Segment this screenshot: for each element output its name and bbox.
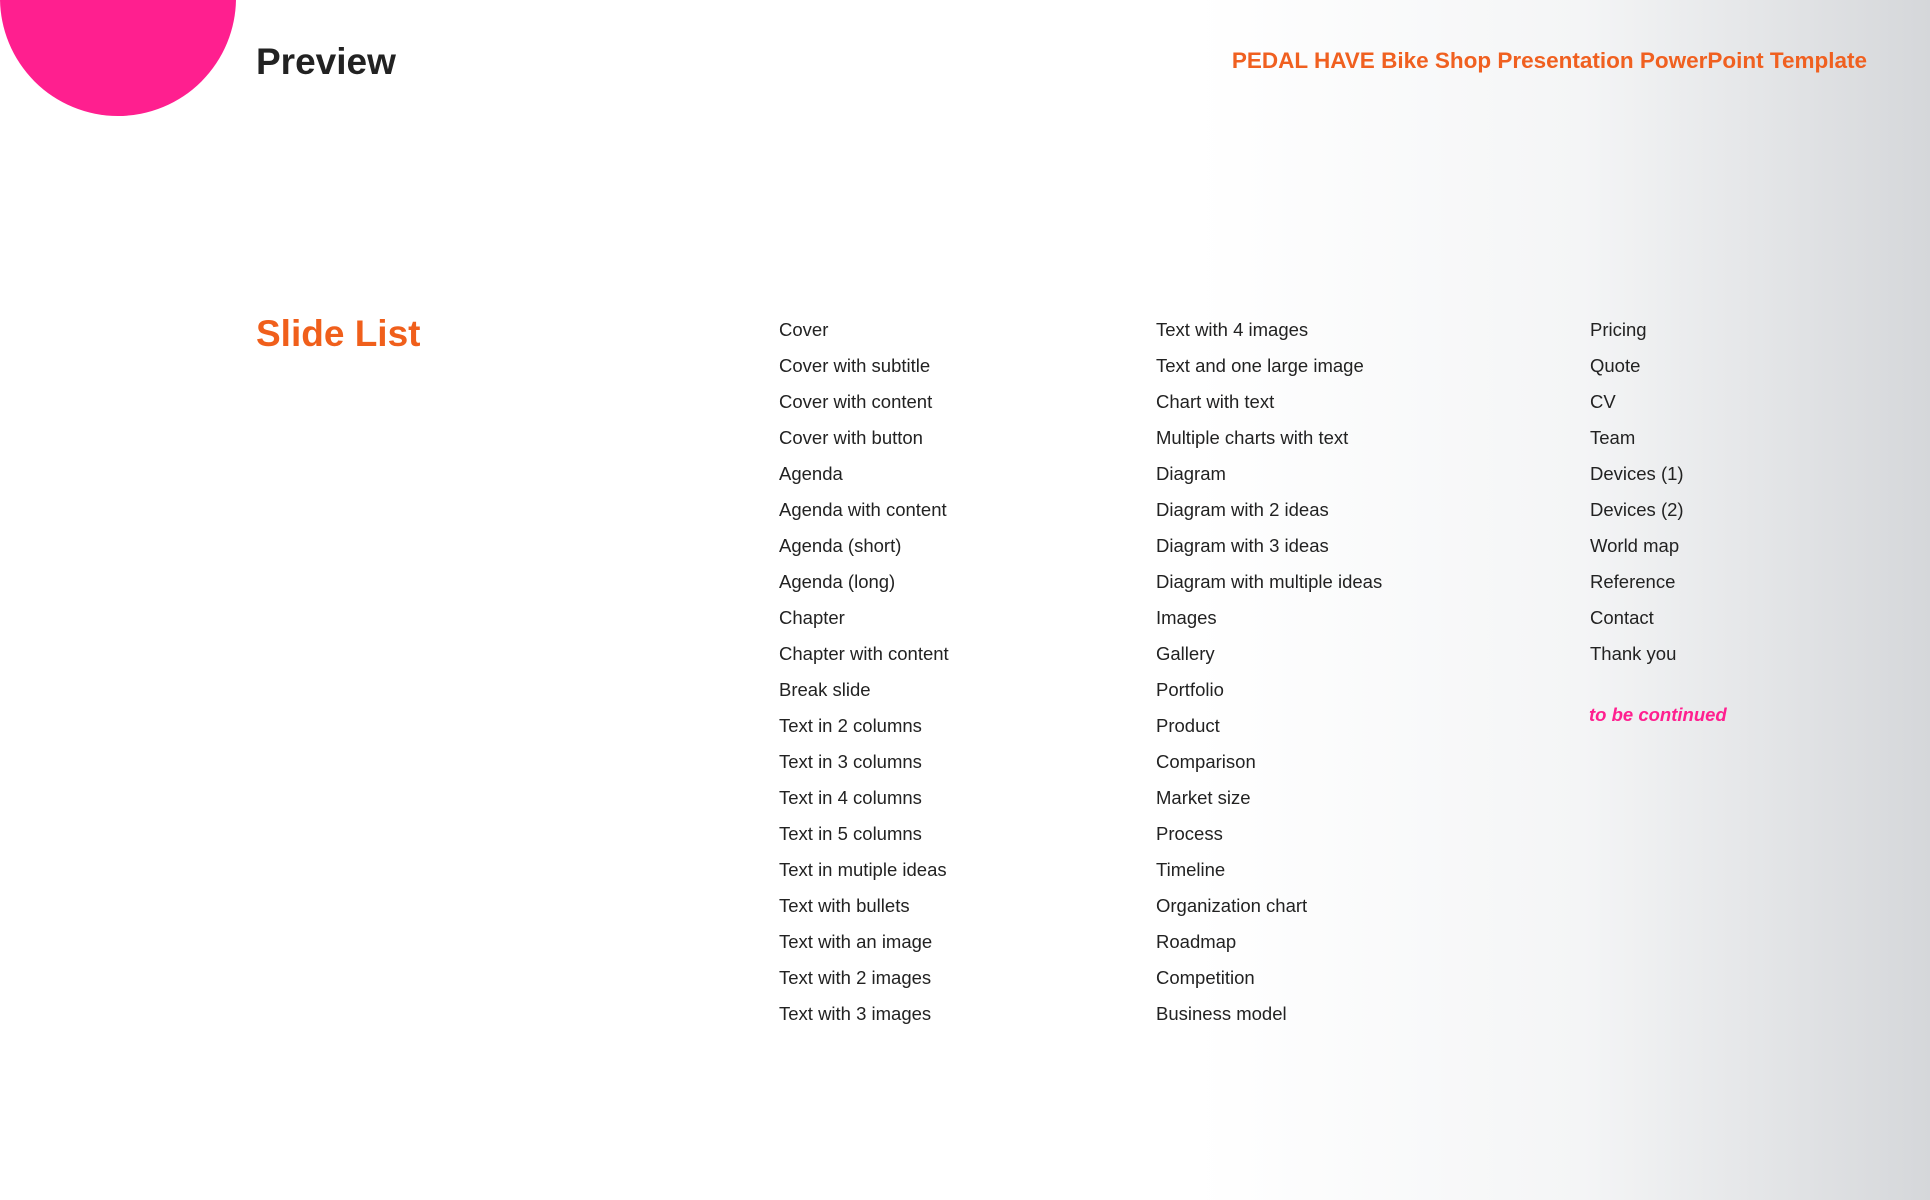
slide-list-item: Text with 4 images xyxy=(1156,319,1309,340)
to-be-continued-note: to be continued xyxy=(1589,704,1727,725)
slide-list-item: Timeline xyxy=(1156,859,1226,880)
slide-list-column-1 xyxy=(779,312,949,1032)
slide-list-item: Comparison xyxy=(1156,751,1256,772)
slide-list-item: Cover xyxy=(779,319,829,340)
slide-list-item: Cover with content xyxy=(779,391,933,412)
slide-list-item: Text and one large image xyxy=(1156,355,1364,376)
slide-list-item: Competition xyxy=(1156,967,1255,988)
slide-list-item: Organization chart xyxy=(1156,895,1308,916)
slide-list-item: Quote xyxy=(1590,355,1641,376)
slide-list-item: Gallery xyxy=(1156,643,1215,664)
slide-list-item: Text with an image xyxy=(779,931,933,952)
slide-list-item: Chart with text xyxy=(1156,391,1275,412)
slide-list-item: Pricing xyxy=(1590,319,1647,340)
slide-list-item: Diagram with multiple ideas xyxy=(1156,571,1383,592)
template-title: PEDAL HAVE Bike Shop Presentation PowerPoint Template xyxy=(1231,48,1867,73)
slide-list-item: Agenda with content xyxy=(779,499,947,520)
slide-list-item: Cover with button xyxy=(779,427,923,448)
slide-list-item: Reference xyxy=(1590,571,1676,592)
slide-list-item: Devices (2) xyxy=(1590,499,1684,520)
slide-list-item: Images xyxy=(1156,607,1217,628)
slide-list-item: Business model xyxy=(1156,1003,1287,1024)
slide-list-item: Product xyxy=(1156,715,1220,736)
slide-list-item: Agenda (long) xyxy=(779,571,896,592)
slide-list-item: Text in 2 columns xyxy=(779,715,922,736)
slide-list-item: Text in 3 columns xyxy=(779,751,922,772)
slide-list-item: Text in mutiple ideas xyxy=(779,859,947,880)
slide-list-item: Diagram xyxy=(1156,463,1226,484)
slide-list-item: World map xyxy=(1590,535,1680,556)
brand-logo xyxy=(0,0,236,116)
slide-list-item: Devices (1) xyxy=(1590,463,1684,484)
slide-list-item: Text in 5 columns xyxy=(779,823,922,844)
section-title: Slide List xyxy=(256,313,421,354)
slide-list-item: Agenda (short) xyxy=(779,535,902,556)
slide-list-item: Text with bullets xyxy=(779,895,910,916)
slide-list-item: Diagram with 3 ideas xyxy=(1156,535,1329,556)
slide-list-item: Market size xyxy=(1156,787,1251,808)
slide-list-item: Process xyxy=(1156,823,1223,844)
slide-list-item: Portfolio xyxy=(1156,679,1224,700)
slide-list-item: Diagram with 2 ideas xyxy=(1156,499,1329,520)
slide-list-item: Break slide xyxy=(779,679,871,700)
slide-list-item: CV xyxy=(1590,391,1616,412)
page-title: Preview xyxy=(256,41,396,82)
slide-list-item: Chapter xyxy=(779,607,845,628)
slide-list-column-2 xyxy=(1156,312,1382,1032)
slide-list-item: Thank you xyxy=(1590,643,1677,664)
slide-list-item: Roadmap xyxy=(1156,931,1237,952)
slide-list-item: Text in 4 columns xyxy=(779,787,922,808)
slide-list-item: Contact xyxy=(1590,607,1654,628)
slide-list-item: Team xyxy=(1590,427,1636,448)
slide-list-item: Multiple charts with text xyxy=(1156,427,1349,448)
slide-list-item: Text with 2 images xyxy=(779,967,932,988)
slide-list-item: Agenda xyxy=(779,463,843,484)
slide-list-column-3 xyxy=(1590,312,1684,672)
slide-list-item: Cover with subtitle xyxy=(779,355,931,376)
slide-list-item: Text with 3 images xyxy=(779,1003,932,1024)
slide-list-item: Chapter with content xyxy=(779,643,949,664)
